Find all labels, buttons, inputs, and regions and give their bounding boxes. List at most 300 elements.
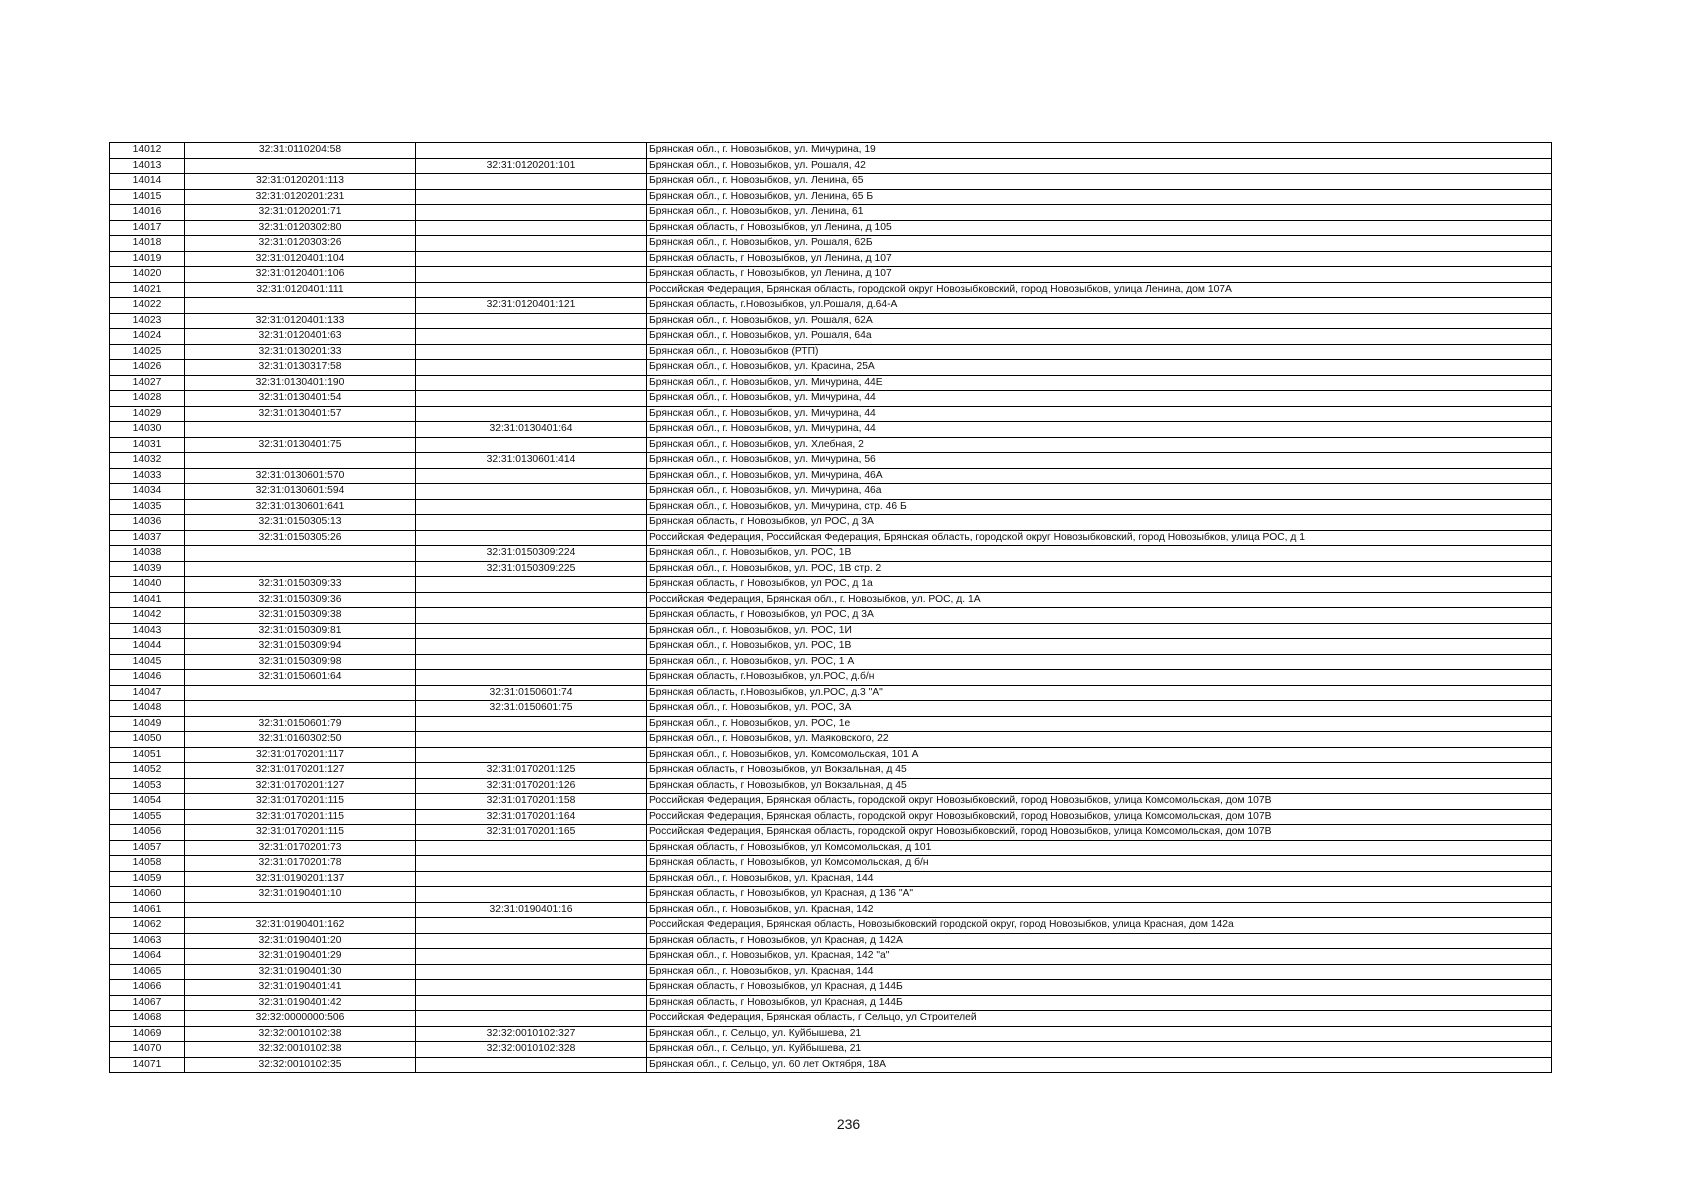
record-number-cell: 14016 — [110, 205, 185, 221]
address-cell: Брянская обл., г. Новозыбков, ул. Красина, 25А — [647, 360, 1552, 376]
cadastral-number-cell: 32:31:0170201:115 — [185, 825, 416, 841]
cadastral-number-cell: 32:31:0130601:570 — [185, 468, 416, 484]
address-cell: Брянская обл., г. Новозыбков, ул. Мичурина, 19 — [647, 143, 1552, 159]
record-number-cell: 14058 — [110, 856, 185, 872]
table-row — [110, 794, 1552, 810]
object-cadastral-number-cell — [416, 437, 647, 453]
cadastral-number-cell: 32:31:0190401:30 — [185, 964, 416, 980]
object-cadastral-number-cell — [416, 484, 647, 500]
record-number-cell: 14032 — [110, 453, 185, 469]
record-number-cell: 14030 — [110, 422, 185, 438]
object-cadastral-number-cell: 32:31:0170201:164 — [416, 809, 647, 825]
record-number-cell: 14033 — [110, 468, 185, 484]
cadastral-number-cell: 32:31:0150309:36 — [185, 592, 416, 608]
address-cell: Брянская область, г Новозыбков, ул РОС, д 3А — [647, 608, 1552, 624]
address-cell: Российская Федерация, Брянская область, г Сельцо, ул Строителей — [647, 1011, 1552, 1027]
address-cell: Брянская область, г Новозыбков, ул Ленина, д 107 — [647, 251, 1552, 267]
table-row — [110, 437, 1552, 453]
record-number-cell: 14059 — [110, 871, 185, 887]
address-cell: Брянская обл., г. Новозыбков, ул. Ленина, 65 — [647, 174, 1552, 190]
cadastral-number-cell: 32:31:0130401:54 — [185, 391, 416, 407]
table-row — [110, 871, 1552, 887]
object-cadastral-number-cell — [416, 329, 647, 345]
table-row — [110, 732, 1552, 748]
address-cell: Брянская область, г Новозыбков, ул Комсомольская, д 101 — [647, 840, 1552, 856]
address-cell: Брянская обл., г. Новозыбков, ул. Ленина, 61 — [647, 205, 1552, 221]
object-cadastral-number-cell — [416, 205, 647, 221]
cadastral-number-cell: 32:31:0160302:50 — [185, 732, 416, 748]
address-cell: Брянская область, г Новозыбков, ул Красная, д 136 "А" — [647, 887, 1552, 903]
address-cell: Брянская обл., г. Новозыбков, ул. Красная, 144 — [647, 871, 1552, 887]
object-cadastral-number-cell — [416, 592, 647, 608]
object-cadastral-number-cell — [416, 856, 647, 872]
record-number-cell: 14065 — [110, 964, 185, 980]
cadastral-number-cell: 32:31:0130317:58 — [185, 360, 416, 376]
address-cell: Брянская обл., г. Новозыбков, ул. Мичурина, 44 — [647, 406, 1552, 422]
cadastral-number-cell: 32:32:0000000:506 — [185, 1011, 416, 1027]
cadastral-number-cell: 32:31:0130201:33 — [185, 344, 416, 360]
cadastral-number-cell: 32:31:0190401:20 — [185, 933, 416, 949]
object-cadastral-number-cell — [416, 747, 647, 763]
object-cadastral-number-cell — [416, 1057, 647, 1073]
table-row — [110, 236, 1552, 252]
table-row — [110, 840, 1552, 856]
table-row — [110, 530, 1552, 546]
cadastral-number-cell: 32:31:0120201:71 — [185, 205, 416, 221]
address-cell: Брянская обл., г. Новозыбков, ул. Маяковского, 22 — [647, 732, 1552, 748]
record-number-cell: 14044 — [110, 639, 185, 655]
cadastral-number-cell — [185, 902, 416, 918]
object-cadastral-number-cell — [416, 143, 647, 159]
address-cell: Брянская обл., г. Новозыбков, ул. Мичурина, стр. 46 Б — [647, 499, 1552, 515]
table-row — [110, 375, 1552, 391]
address-cell: Брянская обл., г. Новозыбков, ул. Рошаля, 62А — [647, 313, 1552, 329]
address-cell: Брянская область, г Новозыбков, ул РОС, д 1а — [647, 577, 1552, 593]
object-cadastral-number-cell — [416, 654, 647, 670]
record-number-cell: 14066 — [110, 980, 185, 996]
address-cell: Брянская обл., г. Новозыбков, ул. РОС, 1В — [647, 639, 1552, 655]
table-row — [110, 453, 1552, 469]
cadastral-number-cell: 32:31:0120201:231 — [185, 189, 416, 205]
cadastral-number-cell: 32:31:0190401:162 — [185, 918, 416, 934]
object-cadastral-number-cell — [416, 468, 647, 484]
table-row — [110, 918, 1552, 934]
record-number-cell: 14025 — [110, 344, 185, 360]
table-row — [110, 639, 1552, 655]
object-cadastral-number-cell — [416, 918, 647, 934]
record-number-cell: 14047 — [110, 685, 185, 701]
address-cell: Брянская обл., г. Новозыбков, ул. РОС, 1В стр. 2 — [647, 561, 1552, 577]
table-row — [110, 267, 1552, 283]
object-cadastral-number-cell: 32:31:0150309:224 — [416, 546, 647, 562]
table-row — [110, 344, 1552, 360]
record-number-cell: 14036 — [110, 515, 185, 531]
object-cadastral-number-cell — [416, 608, 647, 624]
address-cell: Брянская обл., г. Новозыбков, ул. Мичурина, 44Е — [647, 375, 1552, 391]
table-row — [110, 747, 1552, 763]
record-number-cell: 14028 — [110, 391, 185, 407]
cadastral-number-cell — [185, 701, 416, 717]
table-row — [110, 1057, 1552, 1073]
cadastral-number-cell: 32:31:0150601:79 — [185, 716, 416, 732]
cadastral-number-cell: 32:31:0190201:137 — [185, 871, 416, 887]
record-number-cell: 14043 — [110, 623, 185, 639]
object-cadastral-number-cell — [416, 530, 647, 546]
table-row — [110, 856, 1552, 872]
address-cell: Брянская обл., г. Новозыбков, ул. Красная, 142 "а" — [647, 949, 1552, 965]
record-number-cell: 14060 — [110, 887, 185, 903]
record-number-cell: 14035 — [110, 499, 185, 515]
object-cadastral-number-cell: 32:31:0130601:414 — [416, 453, 647, 469]
table-row — [110, 251, 1552, 267]
table-row — [110, 422, 1552, 438]
cadastral-number-cell: 32:31:0120201:113 — [185, 174, 416, 190]
table-row — [110, 995, 1552, 1011]
address-cell: Российская Федерация, Брянская обл., г. Новозыбков, ул. РОС, д. 1А — [647, 592, 1552, 608]
object-cadastral-number-cell — [416, 360, 647, 376]
cadastral-number-cell — [185, 453, 416, 469]
cadastral-number-cell: 32:31:0150601:64 — [185, 670, 416, 686]
object-cadastral-number-cell — [416, 980, 647, 996]
table-row — [110, 685, 1552, 701]
record-number-cell: 14014 — [110, 174, 185, 190]
address-cell: Брянская обл., г. Новозыбков, ул. Мичурина, 44 — [647, 391, 1552, 407]
record-number-cell: 14021 — [110, 282, 185, 298]
object-cadastral-number-cell — [416, 840, 647, 856]
table-row — [110, 592, 1552, 608]
cadastral-register-table — [109, 142, 1552, 1073]
record-number-cell: 14018 — [110, 236, 185, 252]
record-number-cell: 14068 — [110, 1011, 185, 1027]
table-row — [110, 406, 1552, 422]
address-cell: Брянская область, г.Новозыбков, ул.РОС, д.б/н — [647, 670, 1552, 686]
cadastral-number-cell: 32:31:0120401:111 — [185, 282, 416, 298]
cadastral-number-cell: 32:31:0170201:73 — [185, 840, 416, 856]
record-number-cell: 14037 — [110, 530, 185, 546]
address-cell: Брянская обл., г. Новозыбков, ул. Хлебная, 2 — [647, 437, 1552, 453]
address-cell: Брянская область, г Новозыбков, ул Вокзальная, д 45 — [647, 763, 1552, 779]
address-cell: Брянская область, г Новозыбков, ул Комсомольская, д б/н — [647, 856, 1552, 872]
table-row — [110, 205, 1552, 221]
record-number-cell: 14039 — [110, 561, 185, 577]
table-row — [110, 623, 1552, 639]
table-row — [110, 1011, 1552, 1027]
record-number-cell: 14023 — [110, 313, 185, 329]
object-cadastral-number-cell — [416, 933, 647, 949]
object-cadastral-number-cell: 32:31:0150601:75 — [416, 701, 647, 717]
table-row — [110, 778, 1552, 794]
object-cadastral-number-cell — [416, 313, 647, 329]
record-number-cell: 14061 — [110, 902, 185, 918]
object-cadastral-number-cell — [416, 251, 647, 267]
object-cadastral-number-cell — [416, 670, 647, 686]
cadastral-number-cell: 32:31:0150309:94 — [185, 639, 416, 655]
cadastral-number-cell: 32:31:0170201:115 — [185, 809, 416, 825]
address-cell: Российская Федерация, Брянская область, Новозыбковский городской округ, город Новозыбков, улица Красная, дом 142а — [647, 918, 1552, 934]
object-cadastral-number-cell — [416, 639, 647, 655]
object-cadastral-number-cell: 32:31:0170201:165 — [416, 825, 647, 841]
object-cadastral-number-cell — [416, 391, 647, 407]
cadastral-number-cell: 32:31:0150309:98 — [185, 654, 416, 670]
record-number-cell: 14027 — [110, 375, 185, 391]
table-row — [110, 670, 1552, 686]
object-cadastral-number-cell — [416, 623, 647, 639]
object-cadastral-number-cell — [416, 189, 647, 205]
table-row — [110, 546, 1552, 562]
object-cadastral-number-cell: 32:31:0170201:126 — [416, 778, 647, 794]
cadastral-number-cell: 32:31:0120401:106 — [185, 267, 416, 283]
address-cell: Брянская обл., г. Новозыбков (РТП) — [647, 344, 1552, 360]
address-cell: Брянская область, г Новозыбков, ул Красная, д 144Б — [647, 980, 1552, 996]
object-cadastral-number-cell — [416, 1011, 647, 1027]
cadastral-number-cell: 32:31:0130401:75 — [185, 437, 416, 453]
cadastral-number-cell: 32:31:0130601:594 — [185, 484, 416, 500]
object-cadastral-number-cell — [416, 577, 647, 593]
cadastral-number-cell: 32:31:0170201:127 — [185, 763, 416, 779]
address-cell: Брянская область, г Новозыбков, ул Вокзальная, д 45 — [647, 778, 1552, 794]
record-number-cell: 14015 — [110, 189, 185, 205]
object-cadastral-number-cell — [416, 887, 647, 903]
record-number-cell: 14071 — [110, 1057, 185, 1073]
object-cadastral-number-cell — [416, 871, 647, 887]
cadastral-number-cell: 32:31:0110204:58 — [185, 143, 416, 159]
address-cell: Брянская обл., г. Новозыбков, ул. Мичурина, 46А — [647, 468, 1552, 484]
record-number-cell: 14013 — [110, 158, 185, 174]
object-cadastral-number-cell — [416, 949, 647, 965]
table-row — [110, 143, 1552, 159]
cadastral-number-cell: 32:31:0190401:42 — [185, 995, 416, 1011]
object-cadastral-number-cell — [416, 220, 647, 236]
record-number-cell: 14040 — [110, 577, 185, 593]
cadastral-number-cell: 32:31:0120303:26 — [185, 236, 416, 252]
record-number-cell: 14064 — [110, 949, 185, 965]
cadastral-number-cell: 32:31:0190401:10 — [185, 887, 416, 903]
table-row — [110, 282, 1552, 298]
table-row — [110, 949, 1552, 965]
address-cell: Российская Федерация, Брянская область, городской округ Новозыбковский, город Новозыбков, улица Комсомольская, дом 107В — [647, 809, 1552, 825]
address-cell: Брянская обл., г. Новозыбков, ул. Красная, 142 — [647, 902, 1552, 918]
object-cadastral-number-cell — [416, 995, 647, 1011]
cadastral-number-cell: 32:32:0010102:35 — [185, 1057, 416, 1073]
object-cadastral-number-cell: 32:31:0190401:16 — [416, 902, 647, 918]
object-cadastral-number-cell — [416, 344, 647, 360]
table-row — [110, 763, 1552, 779]
address-cell: Российская Федерация, Брянская область, городской округ Новозыбковский, город Новозыбков, улица Комсомольская, дом 107В — [647, 794, 1552, 810]
cadastral-number-cell: 32:32:0010102:38 — [185, 1042, 416, 1058]
object-cadastral-number-cell — [416, 236, 647, 252]
object-cadastral-number-cell: 32:31:0170201:158 — [416, 794, 647, 810]
address-cell: Брянская обл., г. Новозыбков, ул. Рошаля, 64а — [647, 329, 1552, 345]
address-cell: Брянская обл., г. Новозыбков, ул. Ленина, 65 Б — [647, 189, 1552, 205]
cadastral-number-cell: 32:31:0130601:641 — [185, 499, 416, 515]
address-cell: Брянская обл., г. Новозыбков, ул. РОС, 1 А — [647, 654, 1552, 670]
record-number-cell: 14034 — [110, 484, 185, 500]
cadastral-number-cell: 32:31:0150309:38 — [185, 608, 416, 624]
table-row — [110, 654, 1552, 670]
address-cell: Российская Федерация, Брянская область, городской округ Новозыбковский, город Новозыбков, улица Ленина, дом 107А — [647, 282, 1552, 298]
address-cell: Брянская обл., г. Новозыбков, ул. РОС, 1В — [647, 546, 1552, 562]
record-number-cell: 14024 — [110, 329, 185, 345]
record-number-cell: 14048 — [110, 701, 185, 717]
object-cadastral-number-cell — [416, 375, 647, 391]
record-number-cell: 14053 — [110, 778, 185, 794]
address-cell: Брянская обл., г. Новозыбков, ул. Мичурина, 44 — [647, 422, 1552, 438]
cadastral-number-cell: 32:32:0010102:38 — [185, 1026, 416, 1042]
cadastral-number-cell — [185, 685, 416, 701]
object-cadastral-number-cell — [416, 716, 647, 732]
address-cell: Брянская область, г Новозыбков, ул Красная, д 142А — [647, 933, 1552, 949]
record-number-cell: 14031 — [110, 437, 185, 453]
record-number-cell: 14022 — [110, 298, 185, 314]
table-row — [110, 298, 1552, 314]
address-cell: Брянская область, г Новозыбков, ул Красная, д 144Б — [647, 995, 1552, 1011]
record-number-cell: 14051 — [110, 747, 185, 763]
table-row — [110, 980, 1552, 996]
object-cadastral-number-cell: 32:31:0150309:225 — [416, 561, 647, 577]
table-row — [110, 809, 1552, 825]
address-cell: Брянская обл., г. Новозыбков, ул. Мичурина, 56 — [647, 453, 1552, 469]
cadastral-number-cell — [185, 422, 416, 438]
cadastral-number-cell: 32:31:0120302:80 — [185, 220, 416, 236]
cadastral-number-cell — [185, 561, 416, 577]
address-cell: Брянская область, г Новозыбков, ул Ленина, д 105 — [647, 220, 1552, 236]
record-number-cell: 14069 — [110, 1026, 185, 1042]
address-cell: Брянская обл., г. Сельцо, ул. Куйбышева, 21 — [647, 1026, 1552, 1042]
record-number-cell: 14046 — [110, 670, 185, 686]
object-cadastral-number-cell: 32:31:0130401:64 — [416, 422, 647, 438]
cadastral-number-cell: 32:31:0120401:63 — [185, 329, 416, 345]
table-row — [110, 825, 1552, 841]
table-row — [110, 716, 1552, 732]
record-number-cell: 14020 — [110, 267, 185, 283]
address-cell: Брянская обл., г. Сельцо, ул. Куйбышева, 21 — [647, 1042, 1552, 1058]
address-cell: Брянская обл., г. Новозыбков, ул. РОС, 1И — [647, 623, 1552, 639]
record-number-cell: 14063 — [110, 933, 185, 949]
record-number-cell: 14045 — [110, 654, 185, 670]
table-row — [110, 499, 1552, 515]
address-cell: Российская Федерация, Российская Федерация, Брянская область, городской округ Новозыбковский, город Новозыбков, улица РОС, д 1 — [647, 530, 1552, 546]
table-row — [110, 329, 1552, 345]
object-cadastral-number-cell: 32:32:0010102:327 — [416, 1026, 647, 1042]
table-row — [110, 1042, 1552, 1058]
table-row — [110, 484, 1552, 500]
cadastral-number-cell: 32:31:0170201:78 — [185, 856, 416, 872]
record-number-cell: 14026 — [110, 360, 185, 376]
cadastral-number-cell: 32:31:0170201:127 — [185, 778, 416, 794]
table-body — [110, 143, 1552, 1073]
record-number-cell: 14070 — [110, 1042, 185, 1058]
cadastral-number-cell: 32:31:0150305:13 — [185, 515, 416, 531]
record-number-cell: 14038 — [110, 546, 185, 562]
table-row — [110, 933, 1552, 949]
record-number-cell: 14055 — [110, 809, 185, 825]
record-number-cell: 14042 — [110, 608, 185, 624]
record-number-cell: 14057 — [110, 840, 185, 856]
cadastral-number-cell: 32:31:0150309:33 — [185, 577, 416, 593]
table-row — [110, 468, 1552, 484]
table-row — [110, 313, 1552, 329]
address-cell: Брянская обл., г. Новозыбков, ул. Рошаля, 42 — [647, 158, 1552, 174]
object-cadastral-number-cell — [416, 267, 647, 283]
record-number-cell: 14054 — [110, 794, 185, 810]
table-row — [110, 887, 1552, 903]
table-row — [110, 1026, 1552, 1042]
record-number-cell: 14062 — [110, 918, 185, 934]
record-number-cell: 14012 — [110, 143, 185, 159]
record-number-cell: 14029 — [110, 406, 185, 422]
address-cell: Брянская обл., г. Новозыбков, ул. РОС, 3А — [647, 701, 1552, 717]
table-row — [110, 189, 1552, 205]
table-row — [110, 902, 1552, 918]
record-number-cell: 14049 — [110, 716, 185, 732]
object-cadastral-number-cell: 32:31:0120401:121 — [416, 298, 647, 314]
table-row — [110, 561, 1552, 577]
cadastral-number-cell: 32:31:0170201:117 — [185, 747, 416, 763]
address-cell: Брянская обл., г. Новозыбков, ул. Красная, 144 — [647, 964, 1552, 980]
table-row — [110, 577, 1552, 593]
record-number-cell: 14050 — [110, 732, 185, 748]
cadastral-number-cell: 32:31:0190401:29 — [185, 949, 416, 965]
record-number-cell: 14019 — [110, 251, 185, 267]
object-cadastral-number-cell: 32:31:0120201:101 — [416, 158, 647, 174]
page-number: 236 — [836, 1116, 861, 1132]
record-number-cell: 14067 — [110, 995, 185, 1011]
cadastral-number-cell: 32:31:0120401:104 — [185, 251, 416, 267]
address-cell: Брянская обл., г. Новозыбков, ул. Мичурина, 46а — [647, 484, 1552, 500]
object-cadastral-number-cell — [416, 964, 647, 980]
object-cadastral-number-cell — [416, 406, 647, 422]
cadastral-number-cell: 32:31:0150305:26 — [185, 530, 416, 546]
address-cell: Российская Федерация, Брянская область, городской округ Новозыбковский, город Новозыбков, улица Комсомольская, дом 107В — [647, 825, 1552, 841]
cadastral-number-cell: 32:31:0170201:115 — [185, 794, 416, 810]
cadastral-number-cell — [185, 546, 416, 562]
record-number-cell: 14056 — [110, 825, 185, 841]
address-cell: Брянская обл., г. Сельцо, ул. 60 лет Октября, 18А — [647, 1057, 1552, 1073]
table-row — [110, 608, 1552, 624]
object-cadastral-number-cell — [416, 732, 647, 748]
object-cadastral-number-cell: 32:31:0150601:74 — [416, 685, 647, 701]
cadastral-number-cell: 32:31:0150309:81 — [185, 623, 416, 639]
object-cadastral-number-cell — [416, 515, 647, 531]
record-number-cell: 14052 — [110, 763, 185, 779]
object-cadastral-number-cell — [416, 282, 647, 298]
cadastral-number-cell: 32:31:0130401:190 — [185, 375, 416, 391]
cadastral-number-cell: 32:31:0190401:41 — [185, 980, 416, 996]
address-cell: Брянская обл., г. Новозыбков, ул. Рошаля, 62Б — [647, 236, 1552, 252]
address-cell: Брянская область, г.Новозыбков, ул.Рошаля, д.64-А — [647, 298, 1552, 314]
record-number-cell: 14017 — [110, 220, 185, 236]
object-cadastral-number-cell — [416, 499, 647, 515]
cadastral-number-cell — [185, 158, 416, 174]
address-cell: Брянская область, г.Новозыбков, ул.РОС, д.3 "А" — [647, 685, 1552, 701]
cadastral-number-cell — [185, 298, 416, 314]
table-row — [110, 174, 1552, 190]
record-number-cell: 14041 — [110, 592, 185, 608]
address-cell: Брянская область, г Новозыбков, ул Ленина, д 107 — [647, 267, 1552, 283]
table-row — [110, 220, 1552, 236]
table-row — [110, 158, 1552, 174]
table-row — [110, 964, 1552, 980]
table-row — [110, 360, 1552, 376]
address-cell: Брянская обл., г. Новозыбков, ул. РОС, 1е — [647, 716, 1552, 732]
cadastral-number-cell: 32:31:0120401:133 — [185, 313, 416, 329]
object-cadastral-number-cell — [416, 174, 647, 190]
address-cell: Брянская обл., г. Новозыбков, ул. Комсомольская, 101 А — [647, 747, 1552, 763]
cadastral-number-cell: 32:31:0130401:57 — [185, 406, 416, 422]
address-cell: Брянская область, г Новозыбков, ул РОС, д 3А — [647, 515, 1552, 531]
table-row — [110, 701, 1552, 717]
object-cadastral-number-cell: 32:32:0010102:328 — [416, 1042, 647, 1058]
